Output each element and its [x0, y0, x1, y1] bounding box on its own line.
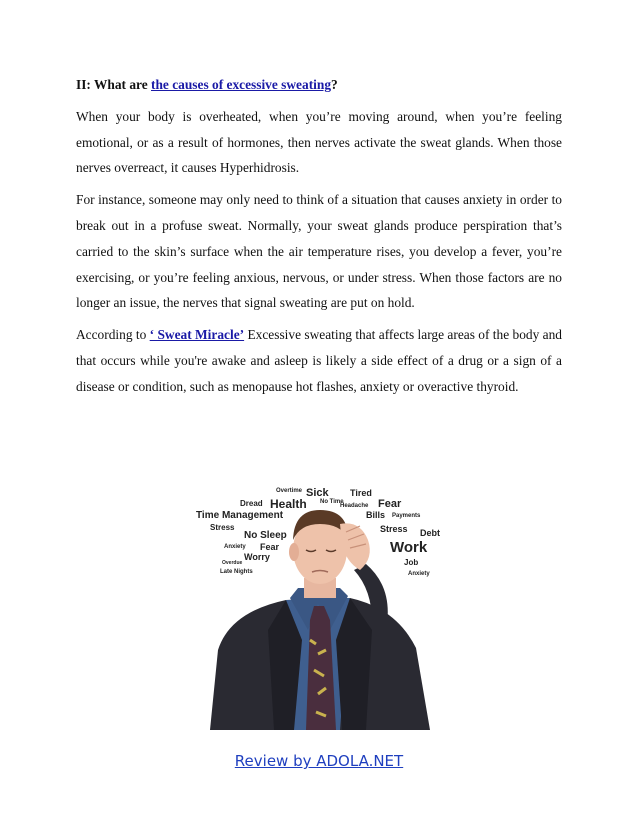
word-no-sleep: No Sleep	[244, 530, 287, 541]
word-no-time: No Time	[320, 499, 344, 505]
word-anxiety-right: Anxiety	[408, 571, 430, 577]
review-link[interactable]: Review by ADOLA.NET	[234, 752, 404, 770]
word-worry: Worry	[244, 552, 270, 562]
word-bills: Bills	[366, 510, 386, 520]
word-job: Job	[404, 558, 419, 567]
word-overdue: Overdue	[222, 560, 243, 566]
word-health: Health	[270, 497, 307, 511]
sweat-miracle-link[interactable]: ‘ Sweat Miracle’	[149, 327, 245, 343]
heading-prefix: II: What are	[76, 77, 152, 92]
word-payments: Payments	[392, 513, 421, 519]
word-overtime: Overtime	[276, 488, 303, 494]
word-anxiety-left: Anxiety	[224, 544, 246, 550]
paragraph-3	[76, 322, 562, 399]
word-headache: Headache	[340, 503, 369, 509]
word-late-nights: Late Nights	[220, 569, 253, 575]
heading-suffix: ?	[331, 77, 338, 92]
footer	[0, 752, 638, 770]
stressed-man-image	[190, 480, 448, 730]
paragraph-2: For instance, someone may only need to think of a situation that causes anxiety in order to break out in a profuse sweat. Normally, your sweat glands produce perspiration that’s carried to the skin’s surface when the air temperature rises, you develop a fever, you’re exercising, or you’re feeling anxious, nervous, or under stress. When those factors are no longer an issue, the nerves that signal sweating are put on hold.	[76, 192, 562, 311]
word-debt: Debt	[420, 528, 440, 538]
word-stress-left: Stress	[210, 523, 235, 532]
causes-link[interactable]: the causes of excessive sweating	[151, 77, 332, 92]
word-fear-top: Fear	[378, 498, 402, 510]
paragraph-3-suffix: Excessive sweating that affects large areas of the body and that occurs while you're awake and asleep is likely a side effect of a drug or a sign of a disease or condition, such as menopause hot flashes, anxiety or overactive thyroid.	[76, 327, 562, 394]
word-stress-right: Stress	[380, 524, 408, 534]
section-heading	[76, 72, 562, 98]
word-fear-mid: Fear	[260, 542, 280, 552]
document-body	[76, 72, 562, 406]
word-work: Work	[390, 539, 428, 556]
word-dread: Dread	[240, 499, 263, 508]
word-time-management: Time Management	[196, 510, 284, 521]
paragraph-3-prefix: According to	[76, 327, 150, 343]
word-sick: Sick	[306, 487, 329, 499]
word-tired: Tired	[350, 488, 372, 498]
paragraph-1: When your body is overheated, when you’re moving around, when you’re feeling emotional, or as a result of hormones, then nerves activate the sweat glands. When those nerves overreact, it causes Hyperhidrosis.	[76, 108, 562, 176]
